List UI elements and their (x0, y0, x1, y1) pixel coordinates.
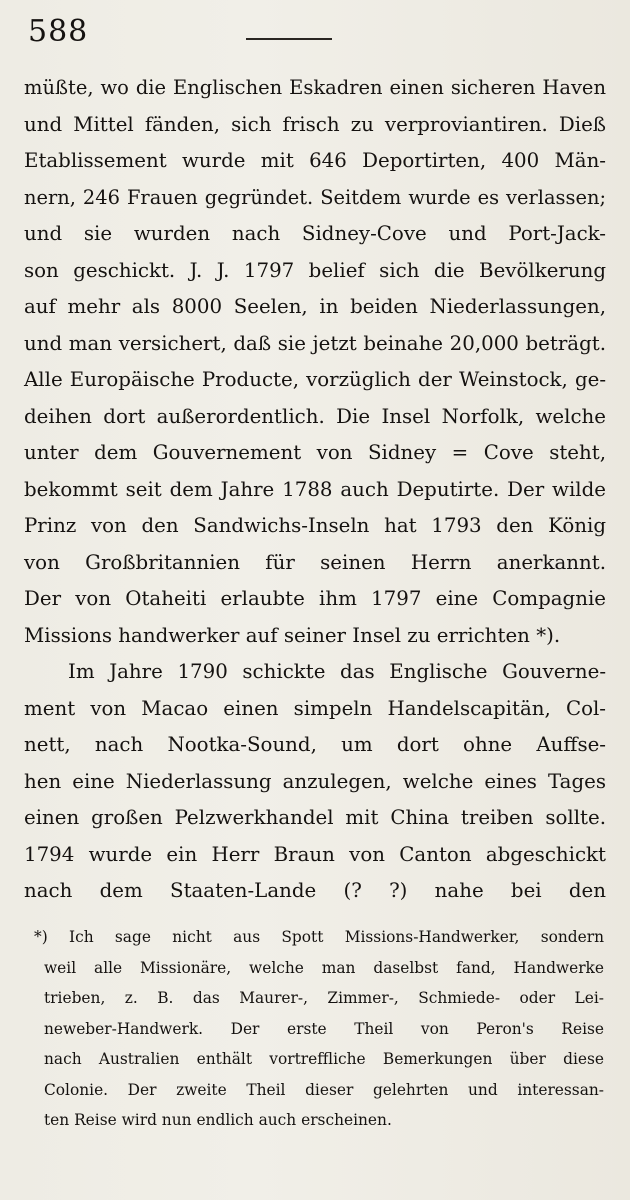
text-line: müßte, wo die Englischen Eskadren einen sicheren Haven (24, 76, 606, 99)
text-line: hen eine Niederlassung anzulegen, welche eines Tages (24, 769, 606, 793)
text-line: deihen dort außerordentlich. Die Insel Norfolk, welche (24, 404, 606, 428)
text-line: bekommt seit dem Jahre 1788 auch Deputirte. Der wilde (24, 477, 606, 501)
body-text (24, 70, 606, 910)
text-line: nern, 246 Frauen gegründet. Seitdem wurde es verlassen; (24, 185, 606, 209)
footnote-line: ten Reise wird nun endlich auch erscheinen. (44, 1111, 392, 1129)
text-line: Missions handwerker auf seiner Insel zu errichten *). (24, 623, 561, 647)
header-rule (246, 38, 332, 40)
text-line: und Mittel fänden, sich frisch zu verproviantiren. Dieß (24, 112, 606, 136)
text-line: und man versichert, daß sie jetzt beinahe 20,000 beträgt. (24, 331, 606, 355)
text-line: 1794 wurde ein Herr Braun von Canton abgeschickt (24, 842, 606, 866)
text-line: Alle Europäische Producte, vorzüglich der Weinstock, ge- (24, 368, 606, 391)
footnote-line: nach Australien enthält vortreffliche Bemerkungen über diese (44, 1050, 604, 1068)
text-line: und sie wurden nach Sidney-Cove und Port-Jack- (24, 222, 606, 245)
text-line: auf mehr als 8000 Seelen, in beiden Niederlassungen, (24, 295, 606, 318)
text-line: Der von Otaheiti erlaubte ihm 1797 eine Compagnie (24, 587, 606, 610)
text-line: Etablissement wurde mit 646 Deportirten, 400 Män- (24, 149, 606, 172)
text-line: unter dem Gouvernement von Sidney = Cove steht, (24, 441, 606, 464)
text-line: nach dem Staaten-Lande (? ?) nahe bei den (24, 879, 606, 902)
text-line: son geschickt. J. J. 1797 belief sich die Bevölkerung (24, 258, 606, 282)
footnote-line: *) Ich sage nicht aus Spott Missions-Handwerker, sondern (34, 928, 604, 946)
footnote-line: weil alle Missionäre, welche man daselbst fand, Handwerke (44, 958, 604, 977)
footnote (34, 922, 604, 1136)
text-line: von Großbritannien für seinen Herrn anerkannt. (24, 550, 606, 574)
text-line: einen großen Pelzwerkhandel mit China treiben sollte. (24, 806, 606, 829)
footnote-line: neweber-Handwerk. Der erste Theil von Peron's Reise (44, 1019, 604, 1038)
text-line: ment von Macao einen simpeln Handelscapitän, Col- (24, 696, 606, 720)
page-number: 588 (28, 14, 89, 49)
footnote-line: Colonie. Der zweite Theil dieser gelehrten und interessan- (44, 1080, 604, 1099)
text-line: Prinz von den Sandwichs-Inseln hat 1793 den König (24, 514, 606, 537)
text-line: nett, nach Nootka-Sound, um dort ohne Auffse- (24, 733, 606, 756)
text-line: Im Jahre 1790 schickte das Englische Gouverne- (68, 660, 606, 683)
footnote-line: trieben, z. B. das Maurer-, Zimmer-, Schmiede- oder Lei- (44, 989, 604, 1007)
